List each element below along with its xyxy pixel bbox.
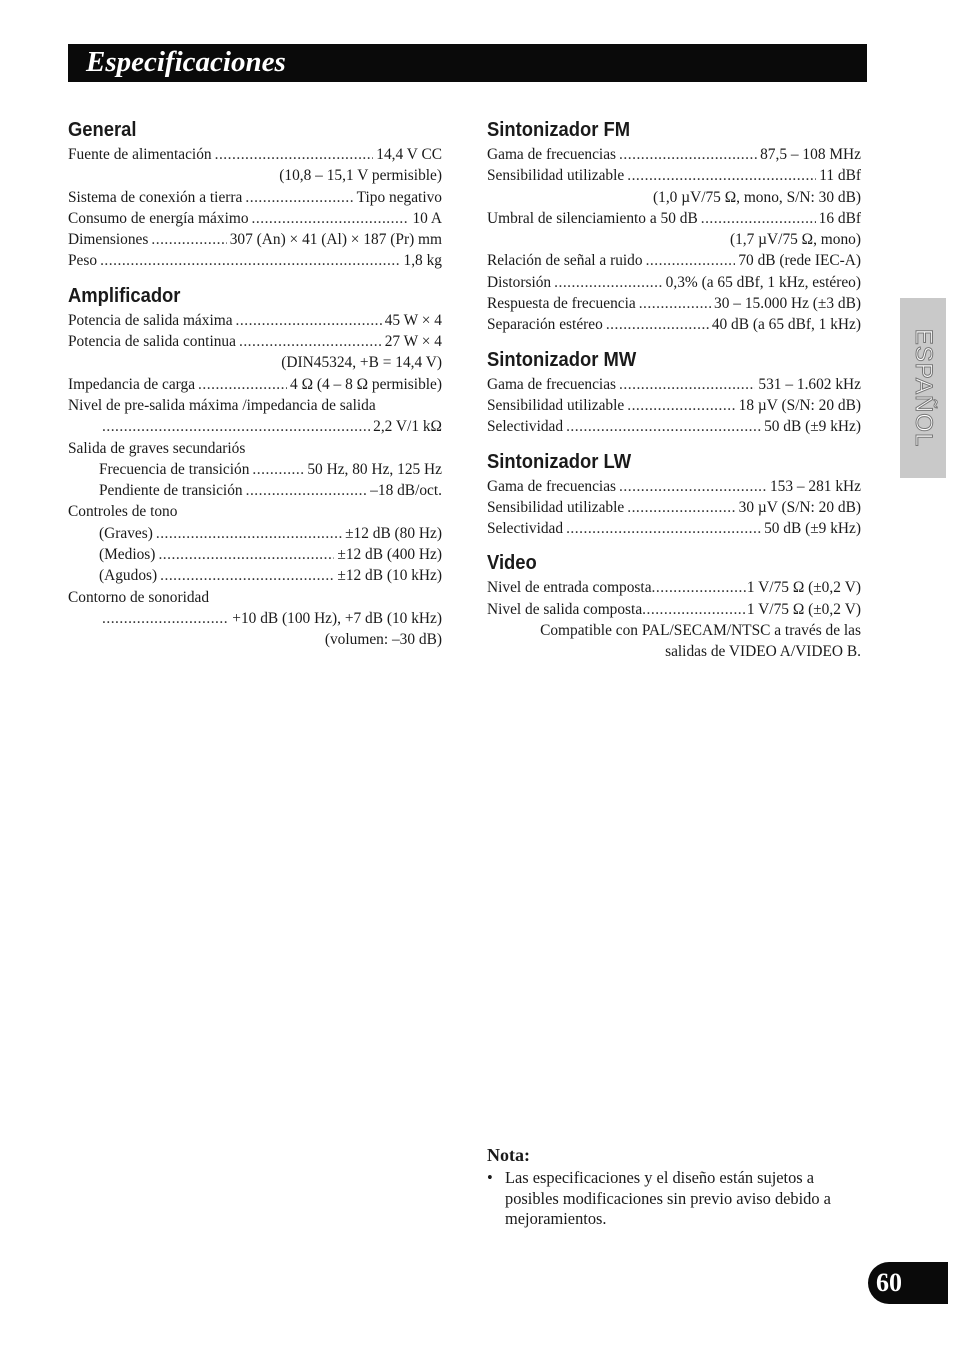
spec-row — [487, 599, 861, 620]
dot-leader — [156, 523, 342, 544]
section-heading: General — [68, 119, 137, 141]
spec-label: Consumo de energía máximo — [68, 209, 249, 227]
spec-continuation: (10,8 – 15,1 V permisible) — [279, 167, 442, 185]
spec-value: 40 dB (a 65 dBf, 1 kHz) — [711, 316, 861, 334]
spec-label: (Graves) — [99, 524, 153, 542]
dot-leader — [236, 310, 382, 331]
dot-leader — [566, 518, 761, 539]
right-column — [487, 116, 861, 673]
note-box — [487, 1144, 867, 1230]
spec-row — [487, 374, 861, 395]
spec-label: Dimensiones — [68, 231, 149, 249]
section-general — [68, 116, 442, 272]
section-heading: Amplificador — [68, 284, 181, 307]
page-title: Especificaciones — [86, 46, 286, 78]
section-fm — [487, 116, 861, 336]
spec-row — [487, 476, 861, 497]
section-heading: Sintonizador LW — [487, 450, 632, 473]
dot-leader — [151, 229, 226, 250]
spec-row — [487, 144, 861, 165]
dot-leader — [701, 208, 816, 229]
spec-continuation: salidas de VIDEO A/VIDEO B. — [665, 643, 861, 661]
dot-leader — [619, 144, 757, 165]
spec-value: 11 dBf — [819, 167, 861, 185]
dot-leader — [554, 272, 663, 293]
spec-label: Distorsión — [487, 273, 552, 291]
spec-row — [68, 565, 442, 586]
dot-leader — [627, 395, 735, 416]
dot-leader — [639, 293, 711, 314]
spec-value: ±12 dB (400 Hz) — [337, 546, 442, 564]
spec-label: (Agudos) — [99, 567, 158, 585]
spec-group-label: Salida de graves secundariós — [68, 439, 246, 457]
spec-row — [68, 187, 442, 208]
spec-group-label: Controles de tono — [68, 503, 178, 521]
dot-leader — [252, 208, 410, 229]
spec-label: Umbral de silenciamiento a 50 dB — [487, 209, 698, 227]
spec-value: 4 Ω (4 – 8 Ω permisible) — [290, 375, 442, 393]
dot-leader — [252, 459, 304, 480]
spec-label: Separación estéreo — [487, 316, 603, 334]
dot-leader — [198, 374, 287, 395]
spec-label: Pendiente de transición — [99, 482, 243, 500]
dot-leader — [619, 374, 755, 395]
dot-leader — [158, 544, 334, 565]
dot-leader — [627, 497, 735, 518]
spec-value: +10 dB (100 Hz), +7 dB (10 kHz) — [232, 609, 442, 627]
spec-value: –18 dB/oct. — [370, 482, 442, 500]
title-bar — [68, 44, 867, 82]
spec-continuation: (1,0 µV/75 Ω, mono, S/N: 30 dB) — [653, 188, 861, 206]
spec-list — [487, 577, 861, 662]
spec-value: 50 Hz, 80 Hz, 125 Hz — [307, 460, 442, 478]
dot-leader — [239, 331, 382, 352]
spec-value: 16 dBf — [818, 209, 861, 227]
spec-value: 1 V/75 Ω (±0,2 V) — [746, 579, 861, 597]
spec-list — [487, 476, 861, 540]
spec-label: Peso — [68, 252, 98, 270]
spec-label: Gama de frecuencias — [487, 146, 617, 163]
dot-leader — [646, 250, 736, 271]
spec-value: 30 µV (S/N: 20 dB) — [738, 498, 861, 516]
spec-continuation: (DIN45324, +B = 14,4 V) — [281, 354, 442, 372]
spec-label: Nivel de entrada composta — [487, 579, 652, 597]
spec-list — [68, 310, 442, 651]
dot-leader — [215, 144, 374, 165]
spec-value: 70 dB (rede IEC-A) — [738, 252, 861, 270]
spec-label: Potencia de salida máxima — [68, 311, 233, 329]
dot-leader — [566, 416, 761, 437]
spec-label: Selectividad — [487, 418, 564, 436]
bullet-icon: • — [487, 1168, 493, 1187]
spec-label: Sensibilidad utilizable — [487, 167, 625, 185]
spec-label: Impedancia de carga — [68, 375, 196, 393]
section-heading: Sintonizador FM — [487, 119, 631, 141]
spec-continuation: (1,7 µV/75 Ω, mono) — [729, 231, 861, 249]
spec-label: Respuesta de frecuencia — [487, 295, 636, 313]
spec-value: 531 – 1.602 kHz — [758, 375, 861, 393]
spec-label: Selectividad — [487, 520, 564, 538]
spec-value: 50 dB (±9 kHz) — [764, 520, 861, 538]
spec-label: Fuente de alimentación — [68, 146, 212, 163]
spec-list — [487, 374, 861, 438]
spec-row — [68, 208, 442, 229]
section-heading: Video — [487, 552, 537, 575]
section-mw — [487, 346, 861, 438]
spec-label: Potencia de salida continua — [68, 333, 236, 351]
spec-row — [487, 250, 861, 271]
spec-label: Sistema de conexión a tierra — [68, 188, 243, 206]
page-number-badge — [868, 1262, 948, 1304]
spec-value: 1,8 kg — [403, 252, 442, 270]
spec-label: Sensibilidad utilizable — [487, 396, 625, 414]
spec-row — [487, 165, 861, 186]
spec-row — [68, 144, 442, 165]
dot-leader — [102, 608, 229, 629]
dot-leader — [160, 565, 334, 586]
spec-value: 153 – 281 kHz — [769, 477, 861, 495]
spec-row — [487, 497, 861, 518]
spec-value: Tipo negativo — [356, 188, 442, 206]
spec-row — [487, 272, 861, 293]
language-tab — [900, 298, 946, 478]
spec-value: 2,2 V/1 kΩ — [373, 418, 442, 436]
spec-value: 1 V/75 Ω (±0,2 V) — [746, 600, 861, 618]
section-amplificador — [68, 282, 442, 651]
spec-value: 27 W × 4 — [384, 333, 442, 351]
dot-leader — [619, 476, 767, 497]
spec-continuation: (volumen: –30 dB) — [324, 631, 442, 649]
spec-label: Nivel de salida composta — [487, 600, 643, 618]
spec-row — [68, 459, 442, 480]
dot-leader — [100, 250, 400, 271]
spec-value: 10 A — [412, 209, 442, 227]
spec-list — [487, 144, 861, 336]
dot-leader — [652, 577, 747, 598]
spec-label: Gama de frecuencias — [487, 477, 617, 495]
spec-value: 87,5 – 108 MHz — [760, 146, 861, 163]
spec-value: ±12 dB (80 Hz) — [345, 524, 442, 542]
spec-label: Gama de frecuencias — [487, 375, 617, 393]
spec-row — [68, 608, 442, 629]
spec-value: ±12 dB (10 kHz) — [337, 567, 442, 585]
section-heading: Sintonizador MW — [487, 348, 637, 371]
spec-value: 30 – 15.000 Hz (±3 dB) — [714, 295, 861, 313]
dot-leader — [627, 165, 816, 186]
spec-row — [68, 310, 442, 331]
page-number: 60 — [876, 1268, 902, 1297]
dot-leader — [245, 187, 353, 208]
spec-list — [68, 144, 442, 272]
spec-value: 0,3% (a 65 dBf, 1 kHz, estéreo) — [665, 273, 861, 291]
spec-group-label: Nivel de pre-salida máxima /impedancia de salida — [68, 396, 376, 414]
spec-row — [487, 518, 861, 539]
spec-row — [68, 416, 442, 437]
spec-row — [487, 577, 861, 598]
section-video — [487, 549, 861, 662]
spec-continuation: Compatible con PAL/SECAM/NTSC a través de las — [540, 622, 861, 640]
left-column — [68, 116, 442, 661]
note-heading: Nota: — [487, 1145, 530, 1165]
section-lw — [487, 448, 861, 540]
spec-label: Frecuencia de transición — [99, 460, 250, 478]
spec-value: 14,4 V CC — [376, 146, 442, 163]
spec-row — [68, 250, 442, 271]
dot-leader — [606, 314, 709, 335]
spec-row — [68, 544, 442, 565]
spec-label: (Medios) — [99, 546, 156, 564]
spec-label: Relación de señal a ruido — [487, 252, 643, 270]
spec-group-label: Contorno de sonoridad — [68, 588, 210, 606]
spec-row — [487, 293, 861, 314]
spec-row — [68, 374, 442, 395]
spec-value: 18 µV (S/N: 20 dB) — [738, 396, 861, 414]
language-tab-label: ESPAÑOL — [910, 328, 937, 448]
spec-row — [487, 208, 861, 229]
spec-row — [487, 314, 861, 335]
dot-leader — [246, 480, 368, 501]
dot-leader — [642, 599, 747, 620]
dot-leader — [102, 416, 370, 437]
spec-row — [487, 395, 861, 416]
spec-row — [68, 331, 442, 352]
spec-label: Sensibilidad utilizable — [487, 498, 625, 516]
spec-row — [68, 229, 442, 250]
spec-row — [68, 523, 442, 544]
spec-value: 50 dB (±9 kHz) — [764, 418, 861, 436]
spec-value: 45 W × 4 — [384, 311, 442, 329]
spec-row — [68, 480, 442, 501]
spec-row — [487, 416, 861, 437]
note-bullet — [487, 1168, 867, 1230]
spec-value: 307 (An) × 41 (Al) × 187 (Pr) mm — [229, 231, 442, 249]
note-text: Las especificaciones y el diseño están sujetos a posibles modificaciones sin previo aviso debido a mejoramientos. — [505, 1168, 831, 1228]
